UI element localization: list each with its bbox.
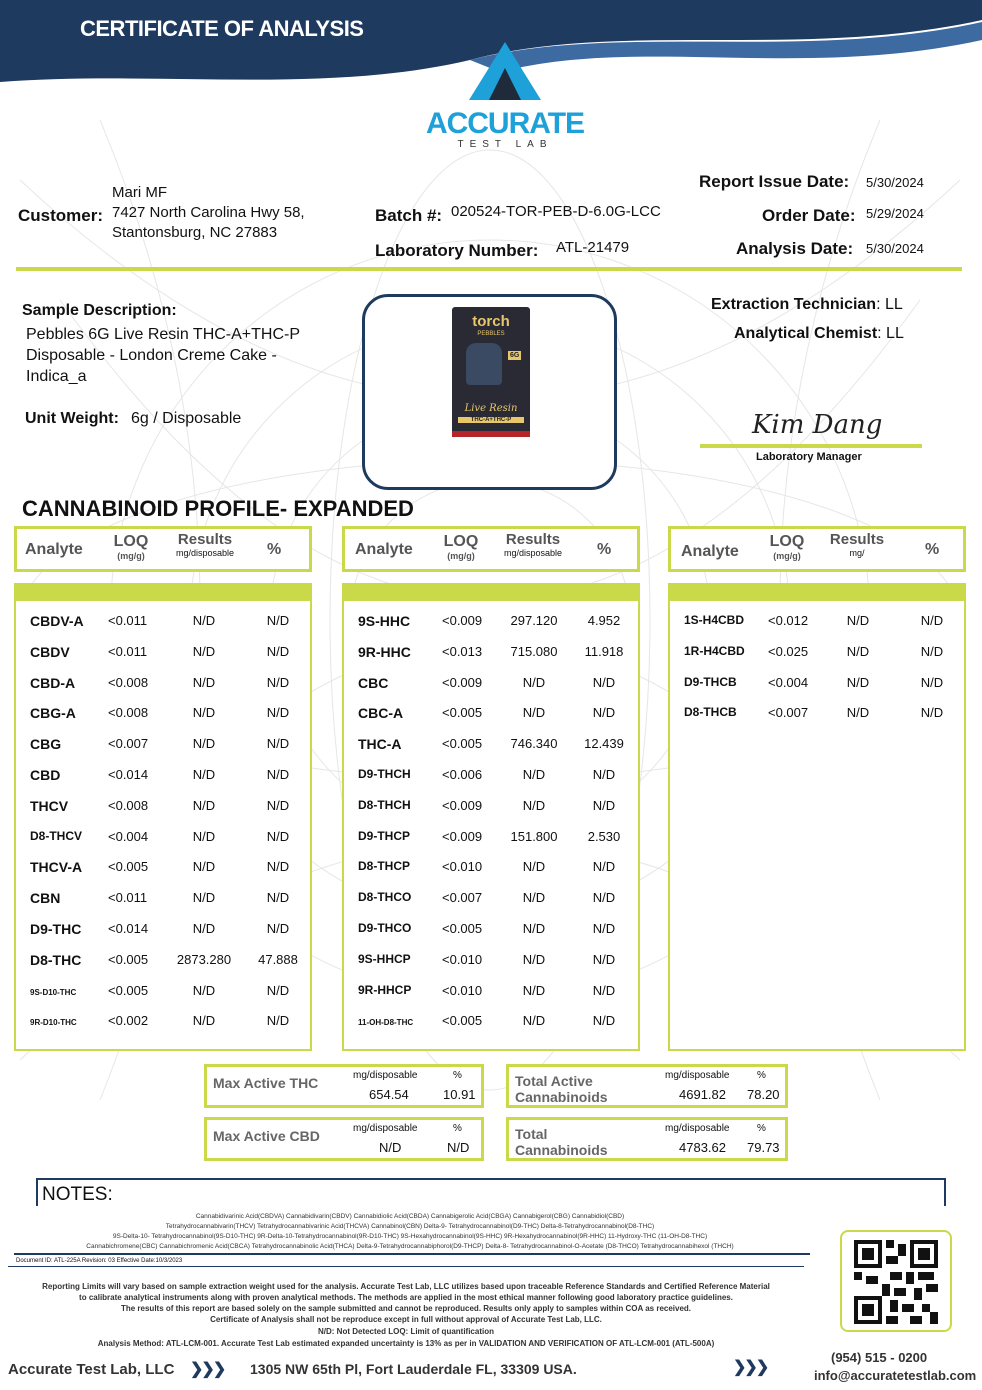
footer-chevrons-icon-2: ❯❯❯: [733, 1359, 768, 1376]
result-cell: N/D: [522, 951, 546, 967]
loq-cell: <0.007: [108, 736, 149, 752]
analyte-cell: CBN: [30, 890, 61, 907]
manager-signature: Kim Dang: [752, 410, 883, 440]
analyte-cell: 1R-H4CBD: [684, 643, 745, 658]
max-active-thc-label: Max Active THC: [213, 1075, 319, 1091]
device-image: [466, 343, 502, 385]
percent-cell: N/D: [266, 736, 290, 752]
sample-description-line-2: Disposable - London Creme Cake -: [26, 347, 277, 364]
table-row: [344, 913, 638, 943]
table-row: [16, 636, 310, 666]
total-pct: 79.73: [747, 1140, 780, 1155]
result-cell: N/D: [192, 613, 216, 628]
result-cell: N/D: [522, 705, 546, 721]
analyte-cell: CBC-A: [358, 705, 404, 722]
report-date-value: 5/30/2024: [866, 175, 924, 190]
table-row: [344, 605, 638, 635]
glossary-line-1: Cannabidivarinic Acid(CBDVA) Cannabidivarin(CBDV) Cannabidiolic Acid(CBDA) Cannabigerolic Acid(CBGA) Cannabigerol(CBG) Cannabidiol(CBD): [195, 1213, 625, 1220]
total-active-label-2: Cannabinoids: [515, 1089, 608, 1105]
max-active-cbd-unit: mg/disposable: [353, 1123, 418, 1134]
total-active-pct: 78.20: [747, 1087, 780, 1102]
certificate-title: CERTIFICATE OF ANALYSIS: [80, 16, 364, 41]
result-cell: N/D: [522, 797, 546, 813]
footer-address: 1305 NW 65th Pl, Fort Lauderdale FL, 33309 USA.: [250, 1361, 577, 1377]
product-brand: torch: [472, 313, 510, 330]
batch-value: 020524-TOR-PEB-D-6.0G-LCC: [451, 203, 661, 220]
total-cannabinoids-box: [506, 1117, 788, 1161]
glossary-line-3: 9S-Delta-10- Tetrahydrocannabinol(9S-D10-THC) 9R-Delta-10-Tetrahydrocannabinol(9R-D10-THC) 9S-Hexahydrocannabinol(9S-HHC) 9R-Hexahydrocannabinol(9R-HHC) 11-Hydroxy-THC (11-OH-D8-THC): [112, 1233, 708, 1240]
percent-cell: N/D: [266, 982, 290, 998]
analyte-cell: D8-THCO: [358, 890, 412, 905]
max-active-cbd-pct-unit: %: [453, 1123, 462, 1134]
table-row: [16, 821, 310, 851]
result-cell: 151.800: [510, 828, 558, 844]
table2-loq-header: [439, 533, 483, 561]
results-unit: mg/: [849, 548, 865, 558]
customer-name: Mari MF: [112, 184, 167, 201]
total-cannabinoids-label: [515, 1126, 608, 1158]
result-cell: N/D: [192, 1013, 216, 1029]
percent-cell: N/D: [266, 890, 290, 906]
loq-unit: (mg/g): [447, 551, 475, 561]
result-cell: N/D: [846, 643, 870, 659]
loq-cell: <0.012: [768, 613, 809, 628]
sample-description-line-1: Pebbles 6G Live Resin THC-A+THC-P: [26, 326, 301, 343]
percent-cell: N/D: [592, 797, 616, 813]
table2-analyte-header: Analyte: [355, 541, 413, 558]
table-row: [16, 697, 310, 727]
lab-number-value: ATL-21479: [556, 239, 630, 256]
loq-cell: <0.005: [442, 921, 483, 936]
loq-cell: <0.005: [108, 859, 149, 875]
result-cell: N/D: [846, 705, 870, 721]
percent-cell: N/D: [592, 951, 616, 967]
table-row: [670, 636, 964, 666]
max-active-thc-unit: mg/disposable: [353, 1070, 418, 1081]
chemist-label: Analytical Chemist: [734, 325, 878, 342]
analyte-cell: D9-THCP: [358, 828, 411, 843]
max-active-cbd-pct: N/D: [447, 1140, 470, 1155]
loq-cell: <0.010: [442, 859, 483, 875]
glossary-line-4: Cannabichromene(CBC) Cannabichromenic Acid(CBCA) Tetrahydrocannabinolic Acid(THCA) Delta-9-Tetrahydrocannabiphorol(D9-THCP) Delta-8- Tetrahydrocannabinol-O-Acetate (D8-THCO) Tetrahydrocannabihexol (THCH): [86, 1243, 734, 1250]
percent-cell: N/D: [592, 890, 616, 906]
table2-results-header: [495, 531, 571, 558]
batch-label: Batch #:: [375, 206, 443, 225]
loq-cell: <0.006: [442, 767, 483, 782]
percent-cell: N/D: [266, 859, 290, 875]
loq-cell: <0.010: [442, 951, 483, 967]
analyte-cell: 9S-D10-THC: [30, 987, 77, 997]
result-cell: N/D: [192, 982, 216, 998]
table-row: [344, 821, 638, 851]
product-photo-frame: [362, 294, 617, 490]
loq-cell: <0.005: [442, 736, 483, 752]
loq-cell: <0.011: [108, 643, 148, 659]
analyte-cell: D8-THC: [30, 951, 82, 968]
analyte-cell: 9S-HHCP: [358, 951, 411, 966]
result-cell: N/D: [192, 890, 216, 906]
sample-description-line-3: Indica_a: [26, 368, 87, 385]
loq-label: LOQ: [769, 533, 805, 550]
total-label-1: Total: [515, 1126, 548, 1142]
disclaimer-line-6: Analysis Method: ATL-LCM-001. Accurate Test Lab estimated expanded uncertainty is 13% as per in VALIDATION AND VERIFICATION OF ATL-LCM-001 (ATL-500A): [97, 1339, 715, 1348]
result-cell: 297.120: [510, 613, 558, 628]
percent-cell: 11.918: [584, 643, 624, 659]
table-row: [344, 944, 638, 974]
loq-cell: <0.011: [108, 890, 148, 906]
result-cell: N/D: [522, 674, 546, 690]
product-sub: PEBBLES: [477, 331, 505, 337]
analyte-cell: 9R-HHC: [358, 643, 411, 660]
max-active-cbd-mg: N/D: [379, 1140, 402, 1155]
table2-header: [342, 526, 640, 572]
percent-cell: 2.530: [587, 828, 621, 844]
loq-cell: <0.008: [108, 674, 149, 690]
percent-cell: N/D: [592, 705, 616, 721]
loq-cell: <0.009: [442, 613, 483, 628]
chemist-value: : LL: [877, 325, 904, 342]
analyte-cell: D9-THCH: [358, 767, 411, 781]
notes-box: [36, 1178, 946, 1206]
percent-cell: N/D: [266, 921, 290, 936]
percent-cell: N/D: [266, 705, 290, 721]
result-cell: N/D: [192, 797, 216, 813]
result-cell: N/D: [192, 859, 216, 875]
table-row: [344, 697, 638, 727]
loq-cell: <0.005: [442, 705, 483, 721]
table2-band: [342, 583, 640, 599]
loq-cell: <0.004: [108, 828, 149, 844]
loq-unit: (mg/g): [773, 551, 801, 561]
footer-email[interactable]: info@accuratetestlab.com: [814, 1368, 977, 1383]
percent-cell: 4.952: [587, 613, 621, 628]
results-label: Results: [177, 531, 233, 548]
table-row: [344, 759, 638, 789]
table1-band: [14, 583, 312, 599]
loq-cell: <0.010: [442, 982, 483, 998]
percent-cell: N/D: [266, 828, 290, 844]
company-logo: [410, 40, 600, 150]
table2-pct-header: %: [597, 541, 612, 558]
product-strip: THC-A+THC-P: [458, 417, 524, 423]
section-title: CANNABINOID PROFILE- EXPANDED: [22, 496, 414, 521]
loq-cell: <0.007: [768, 705, 809, 721]
table-row: [16, 944, 310, 974]
analyte-cell: 9R-D10-THC: [30, 1018, 77, 1028]
manager-label: Laboratory Manager: [756, 451, 862, 463]
loq-cell: <0.009: [442, 828, 483, 844]
max-active-thc-pct-unit: %: [453, 1070, 462, 1081]
percent-cell: N/D: [266, 643, 290, 659]
product-package-image: [452, 307, 530, 437]
total-pct-unit: %: [757, 1123, 766, 1134]
table-row: [16, 882, 310, 912]
total-active-box: [506, 1064, 788, 1108]
notes-divider-2: [8, 1266, 804, 1267]
glossary-line-2: Tetrahydrocannabivarin(THCV) Tetrahydrocannabivarinic Acid(THCVA) Cannabinol(CBN) Delta-9- Tetrahydrocannabinol(D9-THC) Delta-8-Tetrahydrocannabinol(D8-THC): [165, 1223, 655, 1230]
loq-cell: <0.007: [442, 890, 483, 906]
unit-weight-label: Unit Weight:: [25, 410, 119, 427]
table3-results-header: [819, 531, 895, 558]
max-active-cbd-box: [204, 1117, 484, 1161]
analyte-cell: CBD-A: [30, 674, 76, 691]
loq-cell: <0.005: [108, 982, 149, 998]
results-label: Results: [505, 531, 561, 548]
analyte-cell: CBG: [30, 736, 62, 753]
tech-value: : LL: [876, 296, 903, 313]
qr-code-icon[interactable]: [854, 1240, 938, 1324]
result-cell: 2873.280: [176, 951, 232, 967]
table-row: [344, 882, 638, 912]
package-bottom-stripe: [452, 431, 530, 437]
table-row: [344, 975, 638, 1005]
analyte-cell: THCV: [30, 797, 69, 814]
order-date-value: 5/29/2024: [866, 206, 924, 221]
loq-label: LOQ: [113, 533, 149, 550]
loq-cell: <0.025: [768, 643, 809, 659]
analyte-cell: 11-OH-D8-THC: [358, 1018, 414, 1028]
table1-results-header: [167, 531, 243, 558]
loq-cell: <0.008: [108, 797, 149, 813]
loq-cell: <0.011: [108, 613, 148, 628]
table-row: [344, 790, 638, 820]
table-row: [16, 759, 310, 789]
loq-cell: <0.009: [442, 674, 483, 690]
total-active-mg: 4691.82: [679, 1087, 726, 1102]
analysis-date-value: 5/30/2024: [866, 241, 924, 256]
table-row: [670, 667, 964, 697]
analyte-cell: CBC: [358, 674, 389, 691]
total-active-label-1: Total Active: [515, 1073, 593, 1089]
percent-cell: N/D: [920, 613, 944, 628]
result-cell: N/D: [192, 674, 216, 690]
customer-label: Customer:: [18, 206, 104, 225]
loq-cell: <0.013: [442, 643, 483, 659]
total-mg: 4783.62: [679, 1140, 726, 1155]
analyte-cell: D9-THCB: [684, 674, 737, 689]
table-row: [344, 851, 638, 881]
table3-band: [668, 583, 966, 599]
percent-cell: 47.888: [258, 951, 298, 967]
footer-chevrons-icon: ❯❯❯: [190, 1361, 225, 1378]
percent-cell: N/D: [592, 767, 616, 782]
table-row: [16, 667, 310, 697]
max-active-thc-pct: 10.91: [443, 1087, 476, 1102]
notes-label: NOTES:: [42, 1184, 113, 1205]
result-cell: 746.340: [510, 736, 558, 752]
table1-header: [14, 526, 312, 572]
loq-label: LOQ: [443, 533, 479, 550]
analyte-cell: D9-THC: [30, 921, 82, 937]
customer-address-1: 7427 North Carolina Hwy 58,: [112, 204, 305, 221]
disclaimer-line-4: Certificate of Analysis shall not be reproduce except in full without approval of Accurate Test Lab, LLC.: [210, 1315, 602, 1324]
results-unit: mg/disposable: [175, 548, 235, 558]
table2-body: [342, 599, 640, 1051]
total-active-unit: mg/disposable: [665, 1070, 730, 1081]
percent-cell: N/D: [266, 767, 290, 782]
table3-loq-header: [765, 533, 809, 561]
loq-cell: <0.002: [108, 1013, 149, 1029]
result-cell: 715.080: [510, 643, 558, 659]
analyte-cell: CBD: [30, 767, 61, 783]
table-row: [16, 913, 310, 943]
disclaimer-line-5: N/D: Not Detected LOQ: Limit of quantification: [318, 1327, 494, 1336]
footer-phone: (954) 515 - 0200: [831, 1350, 928, 1365]
table-row: [344, 1005, 638, 1035]
disclaimer-line-1: Reporting Limits will vary based on sample extraction weight used for the analysis. Accurate Test Lab, LLC utilizes based upon traceable Reference Standards and Certified Reference Material: [42, 1282, 770, 1291]
table-row: [16, 975, 310, 1005]
signature-line: [700, 444, 922, 448]
table-row: [344, 636, 638, 666]
analyte-cell: THC-A: [358, 736, 402, 753]
loq-cell: <0.005: [108, 951, 149, 967]
percent-cell: N/D: [920, 705, 944, 721]
analyte-cell: CBDV-A: [30, 613, 84, 629]
loq-unit: (mg/g): [117, 551, 145, 561]
table-row: [670, 697, 964, 727]
percent-cell: N/D: [266, 613, 290, 628]
logo-wordmark: ACCURATE: [425, 107, 585, 140]
result-cell: N/D: [192, 767, 216, 782]
analytical-chemist: [734, 325, 904, 343]
table3-analyte-header: Analyte: [681, 543, 739, 560]
percent-cell: N/D: [592, 982, 616, 998]
total-unit: mg/disposable: [665, 1123, 730, 1134]
analyte-cell: THCV-A: [30, 859, 83, 876]
percent-cell: N/D: [592, 859, 616, 875]
table3-body: [668, 599, 966, 1051]
document-info: Document ID: ATL-225A Revision: 03 Effective Date:10/3/2023: [16, 1258, 183, 1264]
percent-cell: 12.439: [584, 736, 624, 752]
logo-subtitle: TEST LAB: [457, 139, 553, 150]
table-row: [670, 605, 964, 635]
table3-pct-header: %: [925, 541, 940, 558]
result-cell: N/D: [192, 921, 216, 936]
result-cell: N/D: [522, 859, 546, 875]
header-divider: [16, 267, 962, 271]
total-active-label: [515, 1073, 608, 1105]
result-cell: N/D: [192, 705, 216, 721]
analysis-date-label: Analysis Date:: [736, 239, 854, 258]
table3-header: [668, 526, 966, 572]
result-cell: N/D: [522, 1013, 546, 1029]
results-label: Results: [829, 531, 885, 548]
qr-frame: [840, 1230, 952, 1332]
analyte-cell: 9R-HHCP: [358, 982, 412, 997]
table1-pct-header: %: [267, 541, 282, 558]
table-row: [16, 851, 310, 881]
report-date-label: Report Issue Date:: [699, 172, 850, 191]
logo-triangle-icon: [465, 40, 545, 102]
percent-cell: N/D: [266, 1013, 290, 1029]
analyte-cell: CBG-A: [30, 705, 76, 722]
footer-company: Accurate Test Lab, LLC: [8, 1361, 175, 1378]
table-row: [16, 728, 310, 758]
result-cell: N/D: [522, 890, 546, 906]
result-cell: N/D: [846, 674, 870, 690]
customer-address-2: Stantonsburg, NC 27883: [112, 224, 278, 241]
product-size-badge: 6G: [510, 352, 520, 359]
order-date-label: Order Date:: [762, 206, 856, 225]
analyte-cell: 9S-HHC: [358, 613, 411, 629]
result-cell: N/D: [192, 736, 216, 752]
lab-number-label: Laboratory Number:: [375, 241, 539, 260]
loq-cell: <0.009: [442, 797, 483, 813]
percent-cell: N/D: [266, 797, 290, 813]
notes-divider: [14, 1253, 810, 1255]
disclaimer-line-3: The results of this report are based solely on the sample submitted and cannot be reproduced. Results only apply to samples within COA as received.: [120, 1304, 692, 1313]
loq-cell: <0.014: [108, 767, 149, 782]
loq-cell: <0.008: [108, 705, 149, 721]
result-cell: N/D: [846, 613, 870, 628]
unit-weight-value: 6g / Disposable: [131, 410, 242, 427]
results-unit: mg/disposable: [503, 548, 563, 558]
result-cell: N/D: [192, 643, 216, 659]
table-row: [16, 605, 310, 635]
product-script: Live Resin: [464, 403, 518, 414]
analyte-cell: D8-THCH: [358, 797, 411, 812]
extraction-technician: [711, 296, 903, 314]
analyte-cell: D8-THCB: [684, 705, 737, 720]
table1-body: [14, 599, 312, 1051]
table-row: [344, 728, 638, 758]
percent-cell: N/D: [920, 643, 944, 659]
analyte-cell: 1S-H4CBD: [684, 613, 745, 627]
percent-cell: N/D: [592, 674, 616, 690]
loq-cell: <0.004: [768, 674, 809, 690]
percent-cell: N/D: [592, 1013, 616, 1029]
percent-cell: N/D: [266, 674, 290, 690]
max-active-thc-mg: 654.54: [369, 1087, 409, 1102]
sample-description-label: Sample Description:: [22, 302, 177, 319]
table-row: [344, 667, 638, 697]
percent-cell: N/D: [592, 921, 616, 936]
loq-cell: <0.005: [442, 1013, 483, 1029]
table1-loq-header: [109, 533, 153, 561]
max-active-cbd-label: Max Active CBD: [213, 1128, 320, 1144]
analyte-cell: D9-THCO: [358, 921, 412, 935]
max-active-thc-box: [204, 1064, 484, 1108]
result-cell: N/D: [192, 828, 216, 844]
total-label-2: Cannabinoids: [515, 1142, 608, 1158]
table-row: [16, 1005, 310, 1035]
total-active-pct-unit: %: [757, 1070, 766, 1081]
result-cell: N/D: [522, 767, 546, 782]
result-cell: N/D: [522, 982, 546, 998]
analyte-cell: CBDV: [30, 643, 70, 660]
loq-cell: <0.014: [108, 921, 149, 936]
table-row: [16, 790, 310, 820]
result-cell: N/D: [522, 921, 546, 936]
table1-analyte-header: Analyte: [25, 541, 83, 558]
disclaimer-line-2: to calibrate analytical instruments along with proven analytical methods. The methods are applied in the most ethical manner following good laboratory practice guidelines.: [79, 1293, 733, 1302]
tech-label: Extraction Technician: [711, 296, 877, 313]
percent-cell: N/D: [920, 674, 944, 690]
analyte-cell: D8-THCV: [30, 828, 83, 843]
analyte-cell: D8-THCP: [358, 859, 411, 874]
